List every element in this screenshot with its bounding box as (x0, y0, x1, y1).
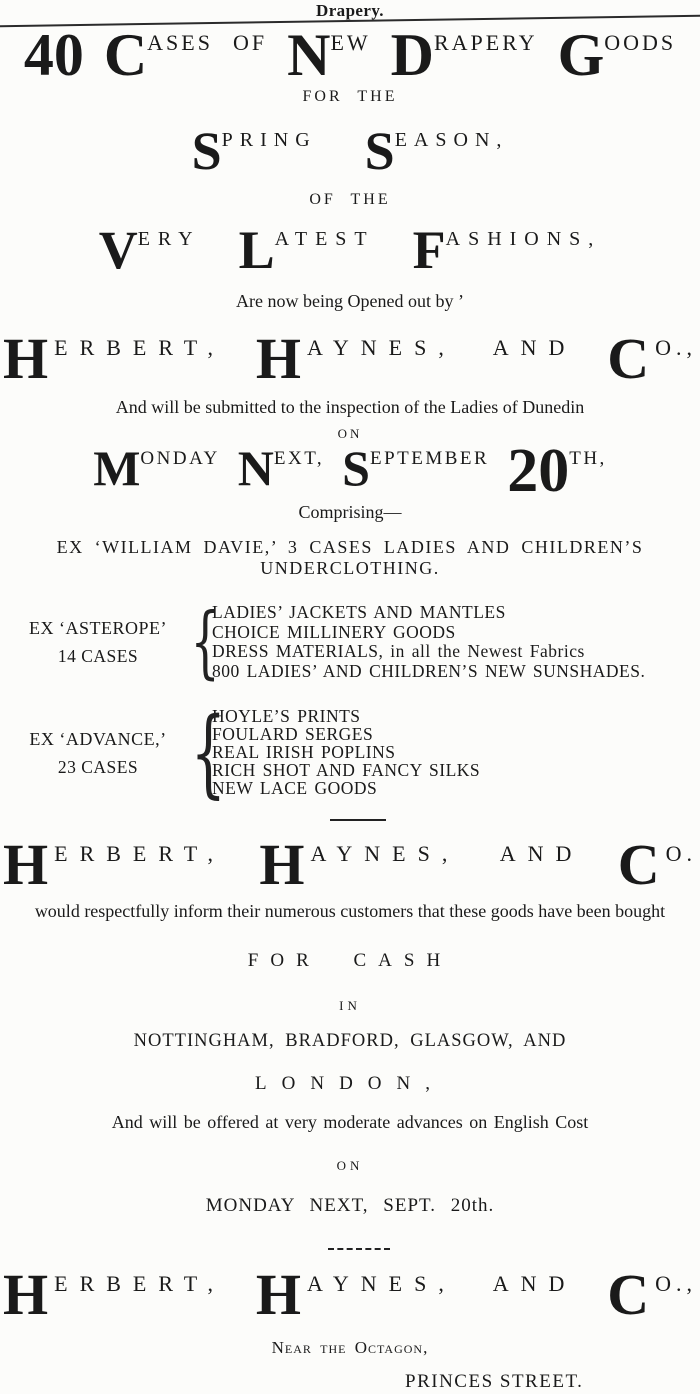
date-initial-s: S (342, 440, 370, 496)
princes-street-line: PRINCES STREET. (405, 1371, 584, 1392)
on-label-2: ON (336, 1158, 364, 1173)
date-ext: EXT, (273, 448, 325, 469)
london-line: LONDON, (255, 1073, 445, 1094)
date-initial-m: M (93, 440, 141, 496)
company2-aynes: AYNES, (310, 841, 460, 866)
inform-line: would respectfully inform their numerous customers that these goods have been bought (34, 901, 666, 921)
octagon-line: Near the Octagon, (271, 1338, 429, 1357)
date-number-20: 20 (507, 437, 570, 505)
list-item: CHOICE MILLINERY GOODS (212, 621, 456, 642)
company2-initial-h2: H (259, 832, 305, 897)
date-th: TH, (569, 448, 607, 469)
company2-initial-c: C (617, 832, 660, 897)
latest-fashions-line (0, 220, 700, 280)
on-label-1: ON (337, 426, 363, 441)
cities-line: NOTTINGHAM, BRADFORD, GLASGOW, AND (133, 1031, 567, 1051)
company-name-line-2 (3, 832, 697, 897)
list-item: RICH SHOT AND FANCY SILKS (212, 759, 481, 780)
company1-initial-h1: H (3, 326, 49, 391)
shipment-advance (12, 697, 480, 809)
date-initial-n: N (237, 440, 274, 496)
season-pring: PRING (221, 129, 317, 151)
company3-initial-c: C (607, 1262, 650, 1327)
opened-by-line: Are now being Opened out by ’ (236, 291, 464, 311)
list-item: NEW LACE GOODS (212, 777, 378, 798)
list-item: LADIES’ JACKETS AND MANTLES (212, 602, 506, 622)
headline-initial-n: N (287, 22, 331, 88)
company1-initial-h2: H (255, 326, 301, 391)
asterope-cases: 14 CASES (57, 645, 139, 666)
company-name-line-1 (3, 326, 697, 391)
brace-glyph: { (190, 596, 220, 688)
company1-initial-c: C (607, 326, 650, 391)
william-davie-block (0, 537, 700, 579)
company3-suffix: O., (655, 1271, 697, 1296)
headline-of: OF (232, 30, 268, 55)
company1-erbert: ERBERT, (54, 335, 226, 360)
company2-suffix: O. (665, 841, 697, 866)
brace-glyph: { (190, 697, 227, 809)
company1-aynes: AYNES, (307, 335, 456, 360)
list-item: 800 LADIES’ AND CHILDREN’S NEW SUNSHADES. (212, 660, 646, 681)
in-label: IN (339, 998, 361, 1013)
william-davie-line1: EX ‘WILLIAM DAVIE,’ 3 CASES LADIES AND CHILDREN’S (56, 537, 644, 557)
advance-label-block (12, 729, 184, 778)
asterope-label: EX ‘ASTEROPE’ (29, 617, 167, 638)
list-item: FOULARD SERGES (212, 724, 374, 745)
date-eptember: EPTEMBER (369, 448, 490, 469)
fashions-initial-l: L (238, 220, 275, 280)
headline-initial-g: G (557, 22, 605, 88)
date-line (0, 437, 700, 505)
date-onday: ONDAY (140, 448, 220, 469)
asterope-items (210, 603, 645, 681)
advance-items (210, 708, 480, 798)
advance-cases: 23 CASES (57, 756, 139, 777)
for-cash-line: FOR CASH (247, 950, 453, 971)
season-initial-s2: S (364, 121, 395, 181)
fashions-initial-v: V (98, 220, 138, 280)
headline-rapery: RAPERY (433, 30, 538, 55)
company2-and: AND (499, 841, 584, 866)
asterope-label-block (12, 618, 184, 667)
fashions-ery: ERY (137, 228, 201, 250)
company3-and: AND (492, 1271, 577, 1296)
dashed-divider (328, 1248, 390, 1250)
headline-initial-d: D (390, 22, 434, 88)
headline-number: 40 (23, 22, 84, 88)
headline (0, 22, 700, 88)
section-divider (330, 819, 386, 821)
headline-oods: OODS (604, 30, 677, 55)
fashions-initial-f: F (412, 220, 446, 280)
list-item: REAL IRISH POPLINS (212, 742, 396, 763)
william-davie-line2: UNDERCLOTHING. (260, 558, 440, 578)
monday-sept-line: MONDAY NEXT, SEPT. 20th. (205, 1195, 495, 1216)
company3-aynes: AYNES, (307, 1271, 456, 1296)
offered-line: And will be offered at very moderate advances on English Cost (111, 1112, 589, 1132)
company3-erbert: ERBERT, (54, 1271, 226, 1296)
list-item: DRESS MATERIALS, in all the Newest Fabrics (212, 641, 585, 661)
company1-and: AND (492, 335, 577, 360)
headline-cases: ASES (147, 30, 213, 55)
headline-ew: EW (330, 30, 371, 55)
fashions-atest: ATEST (274, 228, 375, 250)
company2-erbert: ERBERT, (54, 841, 226, 866)
submitted-line: And will be submitted to the inspection of the Ladies of Dunedin (115, 397, 585, 417)
season-initial-s1: S (191, 121, 222, 181)
spring-season-line (0, 121, 700, 181)
company3-initial-h2: H (255, 1262, 301, 1327)
company-name-line-3 (3, 1262, 697, 1327)
shipment-asterope (12, 596, 645, 688)
advance-label: EX ‘ADVANCE,’ (29, 728, 167, 749)
company2-initial-h1: H (3, 832, 49, 897)
season-eason: EASON, (394, 129, 509, 151)
comprising-label: Comprising— (298, 502, 402, 522)
for-the-label: FOR THE (302, 88, 398, 105)
company3-initial-h1: H (3, 1262, 49, 1327)
section-header: Drapery. (316, 1, 384, 20)
of-the-label: OF THE (309, 191, 391, 208)
fashions-ashions: ASHIONS, (445, 228, 602, 250)
company1-suffix: O., (655, 335, 697, 360)
list-item: HOYLE’S PRINTS (212, 706, 361, 727)
headline-initial-c: C (103, 22, 148, 88)
